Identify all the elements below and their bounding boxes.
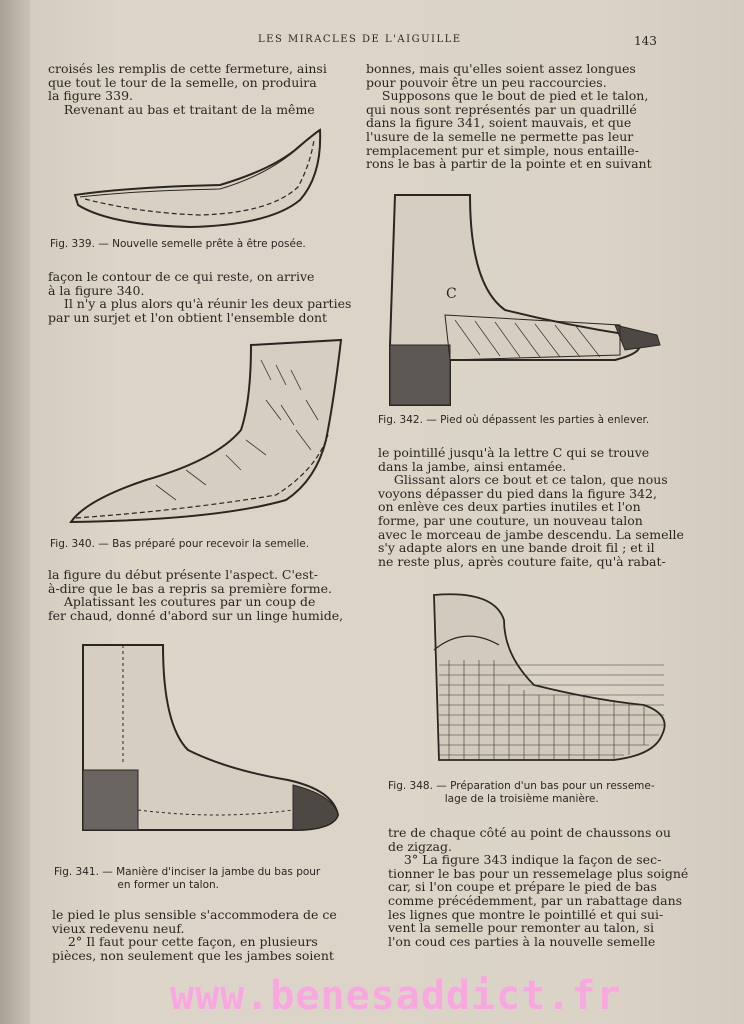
right-text-block-3: tre de chaque côté au point de chaussons ou de zigzag. 3° La figure 343 indique la façon de sec- tionner le bas pour un ressemelage plus soigné car, si l'on coupe et prépare le pied de bas comme précédemment, par un rabattage dans les lignes que montre le pointillé et qui sui- vent la semelle pour remonter au talon, si l'on coud ces parties à la nouvelle semelle xyxy=(388,825,689,949)
figure-342-letter-c: C xyxy=(446,286,457,302)
running-header: LES MIRACLES DE L'AIGUILLE xyxy=(258,34,462,45)
figure-339-caption: Fig. 339. — Nouvelle semelle prête à être posée. xyxy=(50,238,306,250)
figure-348-stocking-illustration xyxy=(424,595,672,770)
watermark: www.benesaddict.fr xyxy=(170,973,622,1019)
figure-348-caption: Fig. 348. — Préparation d'un bas pour un resseme- lage de la troisième manière. xyxy=(388,780,655,805)
left-text-block-2: façon le contour de ce qui reste, on arrive à la figure 340. Il n'y a plus alors qu'à réunir les deux parties par un surjet et l'on obtient l'ensemble dont xyxy=(48,269,352,325)
right-text-block-2: le pointillé jusqu'à la lettre C qui se trouve dans la jambe, ainsi entamée. Glissant alors ce bout et ce talon, que nous voyons dépasser du pied dans la figure 342, on enlève ces deux parties inutiles et l'on forme, par une couture, un nouveau talon avec le morceau de jambe descendu. La semelle s'y adapte alors en une bande droit fil ; et il ne reste plus, après couture faite, qu'à rabat- xyxy=(378,445,684,569)
figure-341-stocking-illustration xyxy=(78,645,343,835)
left-text-block-1: croisés les remplis de cette fermeture, ainsi que tout le tour de la semelle, on produira la figure 339. Revenant au bas et traitant de la même xyxy=(48,61,327,117)
page-gutter xyxy=(0,0,30,1024)
right-text-block-1: bonnes, mais qu'elles soient assez longues pour pouvoir être un peu raccourcies. Supposons que le bout de pied et le talon, qui nous sont représentés par un quadrillé dans la figure 341, soient mauvais, et que l'usure de la semelle ne permette pas leur remplacement pur et simple, nous entaille- rons le bas à partir de la pointe et en suivant xyxy=(366,61,652,172)
left-text-block-3: la figure du début présente l'aspect. C'est- à-dire que le bas a repris sa première forme. Aplatissant les coutures par un coup de fer chaud, donné d'abord sur un linge humide, xyxy=(48,567,344,623)
figure-342-caption: Fig. 342. — Pied où dépassent les parties à enlever. xyxy=(378,414,650,426)
left-text-block-4: le pied le plus sensible s'accommodera de ce vieux redevenu neuf. 2° Il faut pour cette façon, en plusieurs pièces, non seulement que les jambes soient xyxy=(52,907,337,963)
figure-341-caption: Fig. 341. — Manière d'inciser la jambe du bas pour en former un talon. xyxy=(54,866,321,891)
figure-340-caption: Fig. 340. — Bas préparé pour recevoir la semelle. xyxy=(50,538,310,550)
page-number: 143 xyxy=(634,34,657,48)
figure-339-sole-illustration xyxy=(70,125,330,235)
figure-342-stocking-illustration xyxy=(385,195,665,410)
figure-340-stocking-illustration xyxy=(66,340,346,530)
